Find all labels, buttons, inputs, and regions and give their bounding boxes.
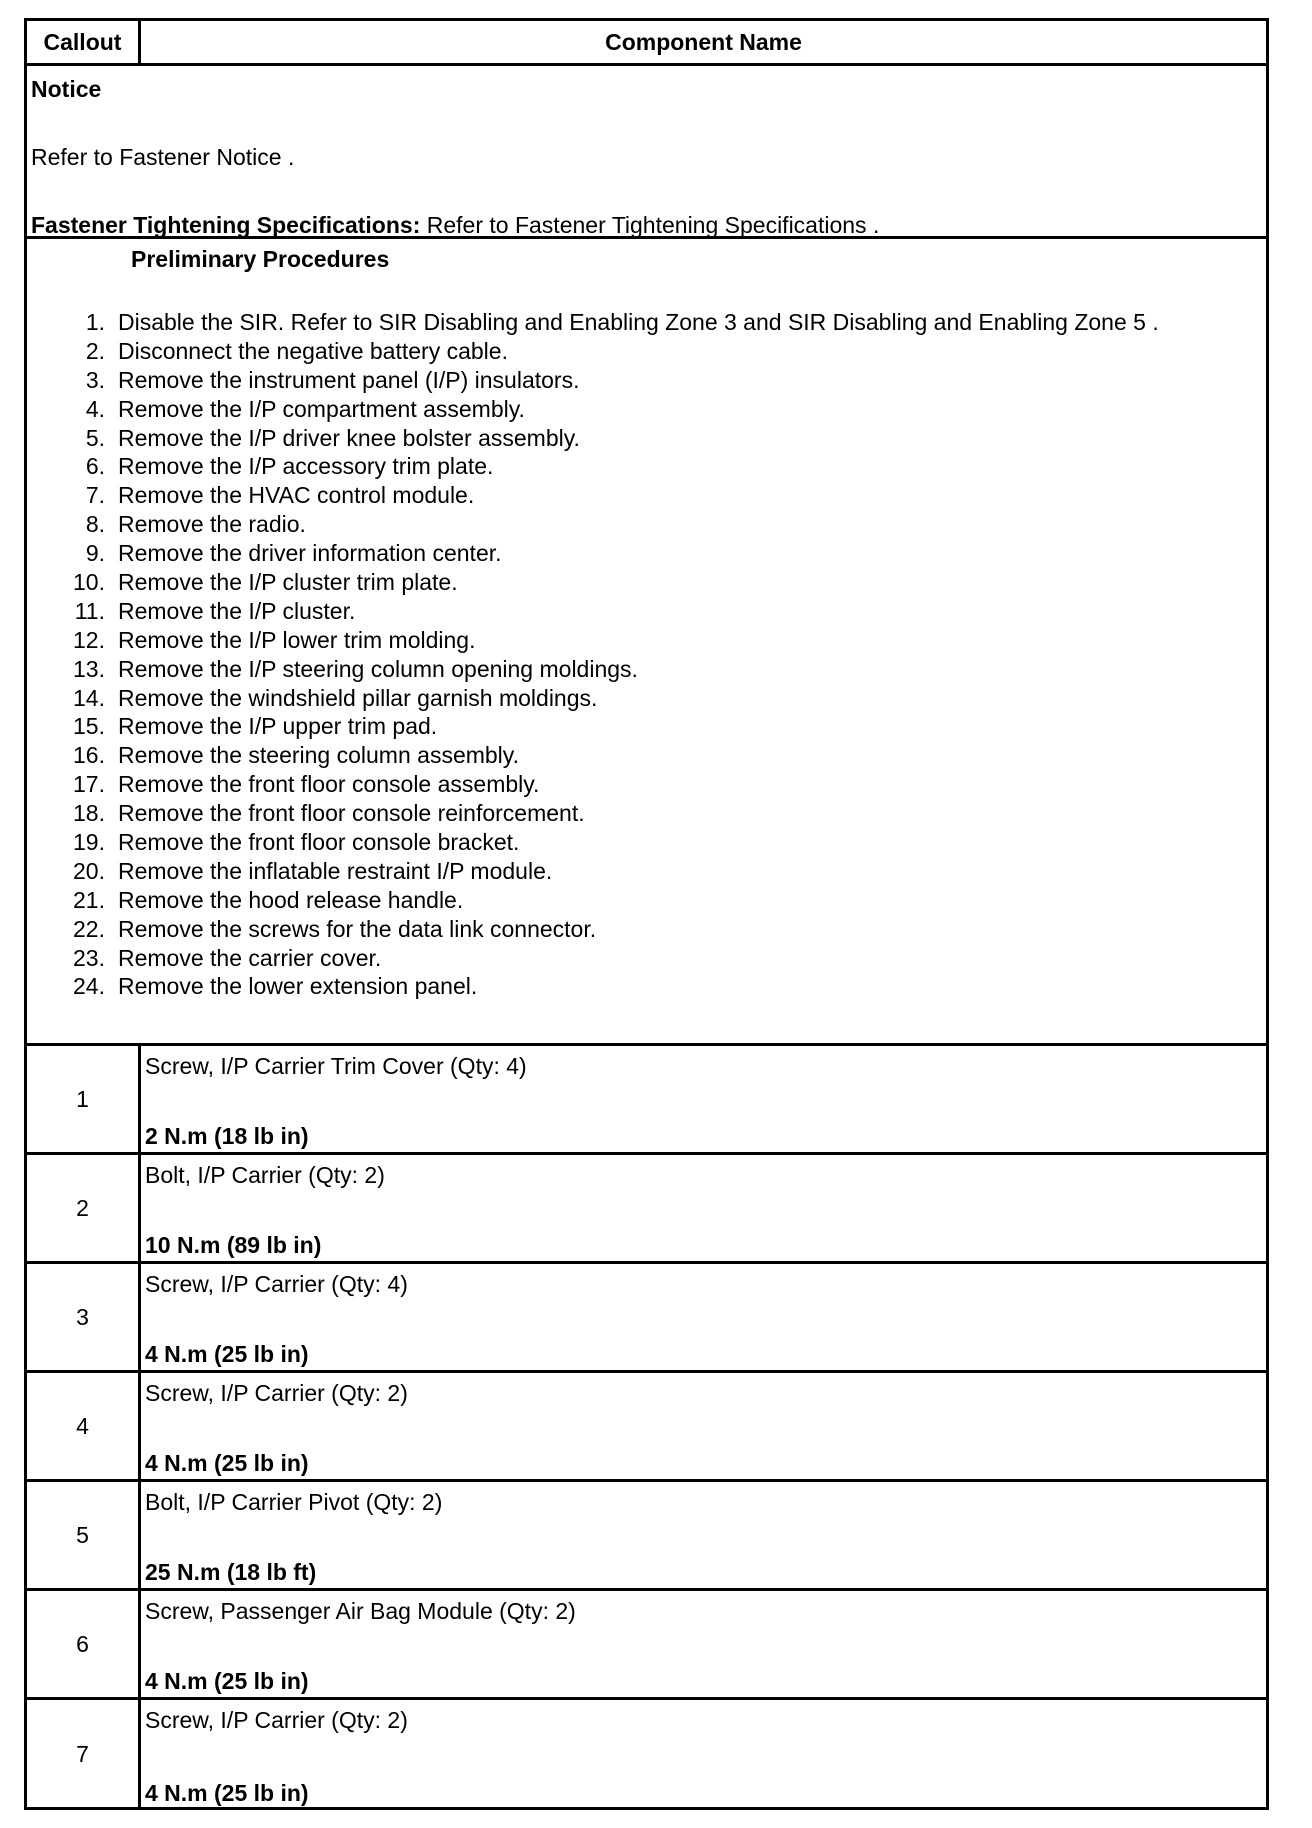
procedure-step — [27, 799, 1266, 828]
procedure-step — [27, 308, 1266, 337]
step-text: Remove the HVAC control module. — [118, 482, 475, 509]
step-text: Remove the driver information center. — [118, 540, 502, 567]
step-number: 24. — [73, 973, 105, 1000]
step-number: 12. — [73, 626, 105, 653]
table-row — [27, 1155, 1266, 1264]
callout-number: 6 — [27, 1591, 141, 1697]
procedure-step — [27, 886, 1266, 915]
table-row — [27, 1482, 1266, 1591]
torque-spec: 4 N.m (25 lb in) — [145, 1668, 309, 1694]
component-table — [24, 18, 1269, 1810]
procedure-step — [27, 510, 1266, 539]
procedure-step — [27, 770, 1266, 799]
procedure-step — [27, 568, 1266, 597]
torque-spec: 2 N.m (18 lb in) — [145, 1123, 309, 1149]
procedure-step — [27, 597, 1266, 626]
component-cell — [141, 1591, 1266, 1697]
step-text: Remove the windshield pillar garnish moldings. — [118, 684, 598, 711]
step-text: Remove the instrument panel (I/P) insulators. — [118, 366, 580, 393]
component-name: Screw, I/P Carrier (Qty: 2) — [145, 1380, 408, 1406]
preliminary-procedures-title: Preliminary Procedures — [131, 246, 390, 272]
step-number: 3. — [85, 366, 105, 393]
procedure-step — [27, 481, 1266, 510]
procedure-step — [27, 857, 1266, 886]
step-number: 22. — [73, 915, 105, 942]
notice-title: Notice — [31, 76, 102, 102]
torque-spec: 4 N.m (25 lb in) — [145, 1780, 309, 1806]
step-text: Disable the SIR. Refer to SIR Disabling and Enabling Zone 3 and SIR Disabling and Enabling Zone 5 . — [118, 309, 1159, 335]
component-cell — [141, 1700, 1266, 1809]
tightening-spec-label: Fastener Tightening Specifications: — [31, 212, 421, 238]
table-row — [27, 1046, 1266, 1155]
torque-spec: 10 N.m (89 lb in) — [145, 1232, 322, 1258]
step-number: 13. — [73, 655, 105, 682]
step-text: Remove the I/P cluster. — [118, 597, 356, 624]
torque-spec: 4 N.m (25 lb in) — [145, 1450, 309, 1476]
callout-number: 4 — [27, 1373, 141, 1479]
component-name: Screw, I/P Carrier Trim Cover (Qty: 4) — [145, 1053, 527, 1079]
table-row — [27, 1264, 1266, 1373]
procedure-step — [27, 972, 1266, 1001]
step-text: Disconnect the negative battery cable. — [118, 337, 508, 364]
step-number: 5. — [85, 424, 105, 451]
fastener-rows — [27, 1046, 1266, 1809]
component-name: Bolt, I/P Carrier Pivot (Qty: 2) — [145, 1489, 443, 1515]
preliminary-procedures — [27, 239, 1266, 1046]
procedure-step — [27, 712, 1266, 741]
step-text: Remove the lower extension panel. — [118, 973, 478, 1000]
step-number: 2. — [85, 337, 105, 364]
callout-number: 5 — [27, 1482, 141, 1588]
tightening-specifications — [31, 208, 1266, 242]
component-cell — [141, 1482, 1266, 1588]
step-number: 9. — [85, 540, 105, 567]
table-row — [27, 1700, 1266, 1809]
component-cell — [141, 1373, 1266, 1479]
table-row — [27, 1591, 1266, 1700]
step-text: Remove the steering column assembly. — [118, 742, 519, 769]
step-text: Remove the screws for the data link connector. — [118, 915, 597, 942]
step-number: 19. — [73, 829, 105, 856]
procedure-step — [27, 828, 1266, 857]
step-text: Remove the carrier cover. — [118, 944, 382, 971]
component-name: Screw, Passenger Air Bag Module (Qty: 2) — [145, 1598, 576, 1624]
step-number: 21. — [73, 886, 105, 913]
step-number: 7. — [85, 482, 105, 509]
component-cell — [141, 1264, 1266, 1370]
torque-spec: 25 N.m (18 lb ft) — [145, 1559, 317, 1585]
step-number: 18. — [73, 800, 105, 827]
step-text: Remove the front floor console reinforcement. — [118, 800, 585, 827]
procedure-step — [27, 539, 1266, 568]
procedure-step — [27, 741, 1266, 770]
step-number: 10. — [73, 569, 105, 596]
step-number: 4. — [85, 395, 105, 422]
step-number: 20. — [73, 857, 105, 884]
procedure-step — [27, 337, 1266, 366]
procedure-steps-list — [27, 308, 1266, 1001]
table-header — [27, 21, 1266, 66]
callout-number: 2 — [27, 1155, 141, 1261]
procedure-step — [27, 915, 1266, 944]
procedure-step — [27, 395, 1266, 424]
procedure-step — [27, 944, 1266, 973]
callout-column-header: Callout — [27, 21, 141, 63]
step-text: Remove the front floor console assembly. — [118, 771, 540, 798]
step-number: 6. — [85, 453, 105, 480]
step-text: Remove the I/P upper trim pad. — [118, 713, 438, 740]
step-number: 16. — [73, 742, 105, 769]
procedure-step — [27, 366, 1266, 395]
procedure-step — [27, 452, 1266, 481]
step-number: 11. — [74, 597, 105, 624]
step-text: Remove the I/P compartment assembly. — [118, 395, 525, 422]
table-row — [27, 1373, 1266, 1482]
step-number: 1. — [85, 309, 105, 335]
component-name-column-header: Component Name — [605, 28, 802, 55]
callout-number: 3 — [27, 1264, 141, 1370]
notice-section — [27, 66, 1266, 239]
step-number: 8. — [85, 511, 105, 538]
procedure-step — [27, 684, 1266, 713]
step-text: Remove the inflatable restraint I/P module. — [118, 857, 553, 884]
step-number: 14. — [73, 684, 105, 711]
component-name: Screw, I/P Carrier (Qty: 2) — [145, 1707, 408, 1733]
component-cell — [141, 1046, 1266, 1152]
step-text: Remove the front floor console bracket. — [118, 829, 520, 856]
callout-number: 1 — [27, 1046, 141, 1152]
step-number: 23. — [73, 944, 105, 971]
step-number: 15. — [73, 713, 105, 740]
component-name: Bolt, I/P Carrier (Qty: 2) — [145, 1162, 385, 1188]
step-text: Remove the radio. — [118, 511, 306, 538]
callout-number: 7 — [27, 1700, 141, 1809]
step-text: Remove the hood release handle. — [118, 886, 464, 913]
step-text: Remove the I/P driver knee bolster assembly. — [118, 424, 580, 451]
procedure-step — [27, 626, 1266, 655]
step-text: Remove the I/P cluster trim plate. — [118, 569, 458, 596]
step-text: Remove the I/P accessory trim plate. — [118, 453, 494, 480]
step-text: Remove the I/P steering column opening moldings. — [118, 655, 638, 682]
fastener-notice-reference: Refer to Fastener Notice . — [31, 144, 295, 170]
procedure-step — [27, 424, 1266, 453]
component-cell — [141, 1155, 1266, 1261]
tightening-spec-text: Refer to Fastener Tightening Specifications . — [420, 212, 880, 238]
step-text: Remove the I/P lower trim molding. — [118, 626, 476, 653]
component-name: Screw, I/P Carrier (Qty: 4) — [145, 1271, 408, 1297]
procedure-step — [27, 655, 1266, 684]
torque-spec: 4 N.m (25 lb in) — [145, 1341, 309, 1367]
step-number: 17. — [73, 771, 105, 798]
